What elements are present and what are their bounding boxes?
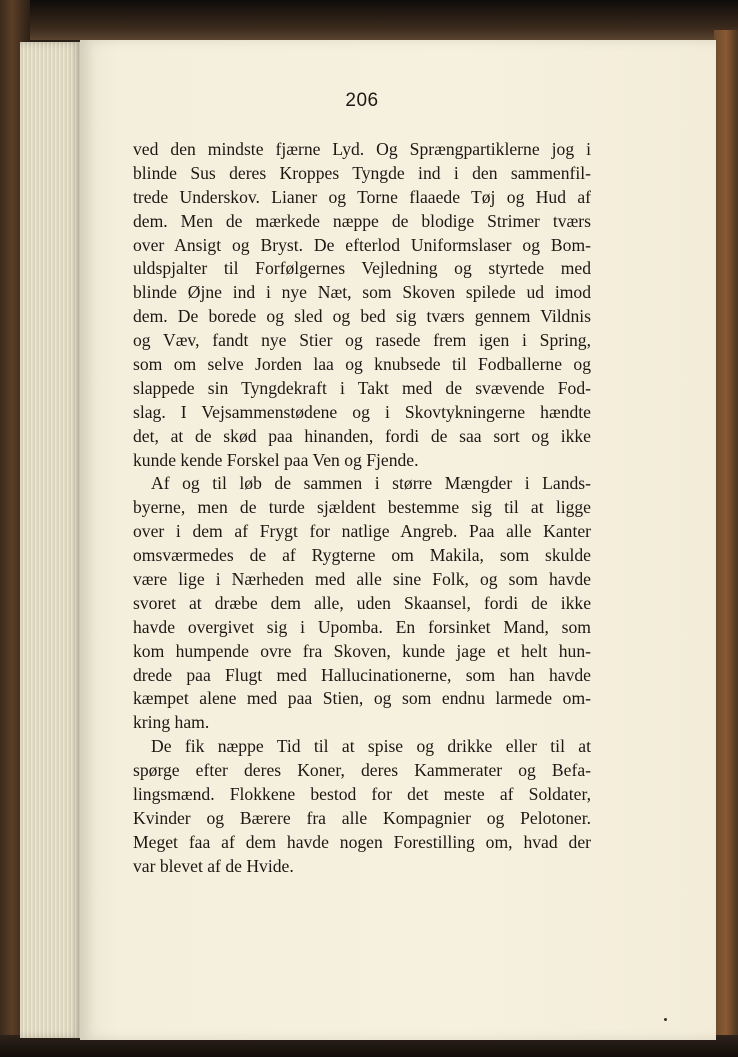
text-line: drede paa Flugt med Hallucinationerne, som han havde <box>133 664 591 685</box>
stacked-page-edges <box>20 42 82 1038</box>
book-page <box>80 40 716 1040</box>
text-line: svoret at dræbe dem alle, uden Skaansel, fordi de ikke <box>133 592 591 613</box>
text-line: kom humpende ovre fra Skoven, kunde jage et helt hun- <box>133 640 591 661</box>
text-line: omsværmedes de af Rygterne om Makila, som skulde <box>133 545 591 566</box>
text-line: og Væv, fandt nye Stier og rasede frem igen i Spring, <box>133 330 591 351</box>
text-line: spørge efter deres Koner, deres Kammerater og Befa- <box>133 760 591 781</box>
text-line: det, at de skød paa hinanden, fordi de saa sort og ikke <box>133 425 591 446</box>
text-line: slappede sin Tyngdekraft i Takt med de svævende Fod- <box>133 377 591 398</box>
text-line: kæmpet alene med paa Stien, og som endnu larmede om- <box>133 688 591 709</box>
text-line: kunde kende Forskel paa Ven og Fjende. <box>133 449 419 470</box>
text-line: dem. Men de mærkede næppe de blodige Strimer tværs <box>133 210 591 231</box>
text-line: byerne, men de turde sjældent bestemme sig til at ligge <box>133 497 591 518</box>
text-line: over i dem af Frygt for natlige Angreb. Paa alle Kanter <box>133 521 591 542</box>
text-line: kring ham. <box>133 712 210 733</box>
text-line: blinde Sus deres Kroppes Tyngde ind i den sammenfil- <box>133 162 591 183</box>
text-line: slag. I Vejsammenstødene og i Skovtykningerne hændte <box>133 401 591 422</box>
book-cover-top-edge <box>0 0 738 40</box>
print-speck <box>664 1018 667 1021</box>
page-number: 206 <box>345 90 379 111</box>
text-line: Af og til løb de sammen i større Mængder i Lands- <box>151 473 591 494</box>
text-line: over Ansigt og Bryst. De efterlod Uniformslaser og Bom- <box>133 234 591 255</box>
body-text <box>133 138 591 879</box>
text-line: trede Underskov. Lianer og Torne flaaede Tøj og Hud af <box>133 186 591 207</box>
text-line: som om selve Jorden laa og knubsede til Fodballerne og <box>133 354 591 375</box>
text-line: ved den mindste fjærne Lyd. Og Sprængpartiklerne jog i <box>133 139 591 159</box>
text-line: dem. De borede og sled og bed sig tværs gennem Vildnis <box>133 306 591 327</box>
text-line: være lige i Nærheden med alle sine Folk, og som havde <box>133 569 591 590</box>
text-line: lingsmænd. Flokkene bestod for det meste af Soldater, <box>133 784 591 805</box>
text-line: var blevet af de Hvide. <box>133 855 294 876</box>
text-line: Kvinder og Bærere fra alle Kompagnier og Pelotoner. <box>133 807 591 828</box>
text-line: blinde Øjne ind i nye Næt, som Skoven spilede ud imod <box>133 282 591 303</box>
text-line: havde overgivet sig i Upomba. En forsinket Mand, som <box>133 616 591 637</box>
text-line: uldspjalter til Forfølgernes Vejledning og styrtede med <box>133 258 591 279</box>
text-line: De fik næppe Tid til at spise og drikke eller til at <box>151 736 591 757</box>
text-line: Meget faa af dem havde nogen Forestilling om, hvad der <box>133 831 591 852</box>
book-cover-right-edge <box>714 30 738 1057</box>
